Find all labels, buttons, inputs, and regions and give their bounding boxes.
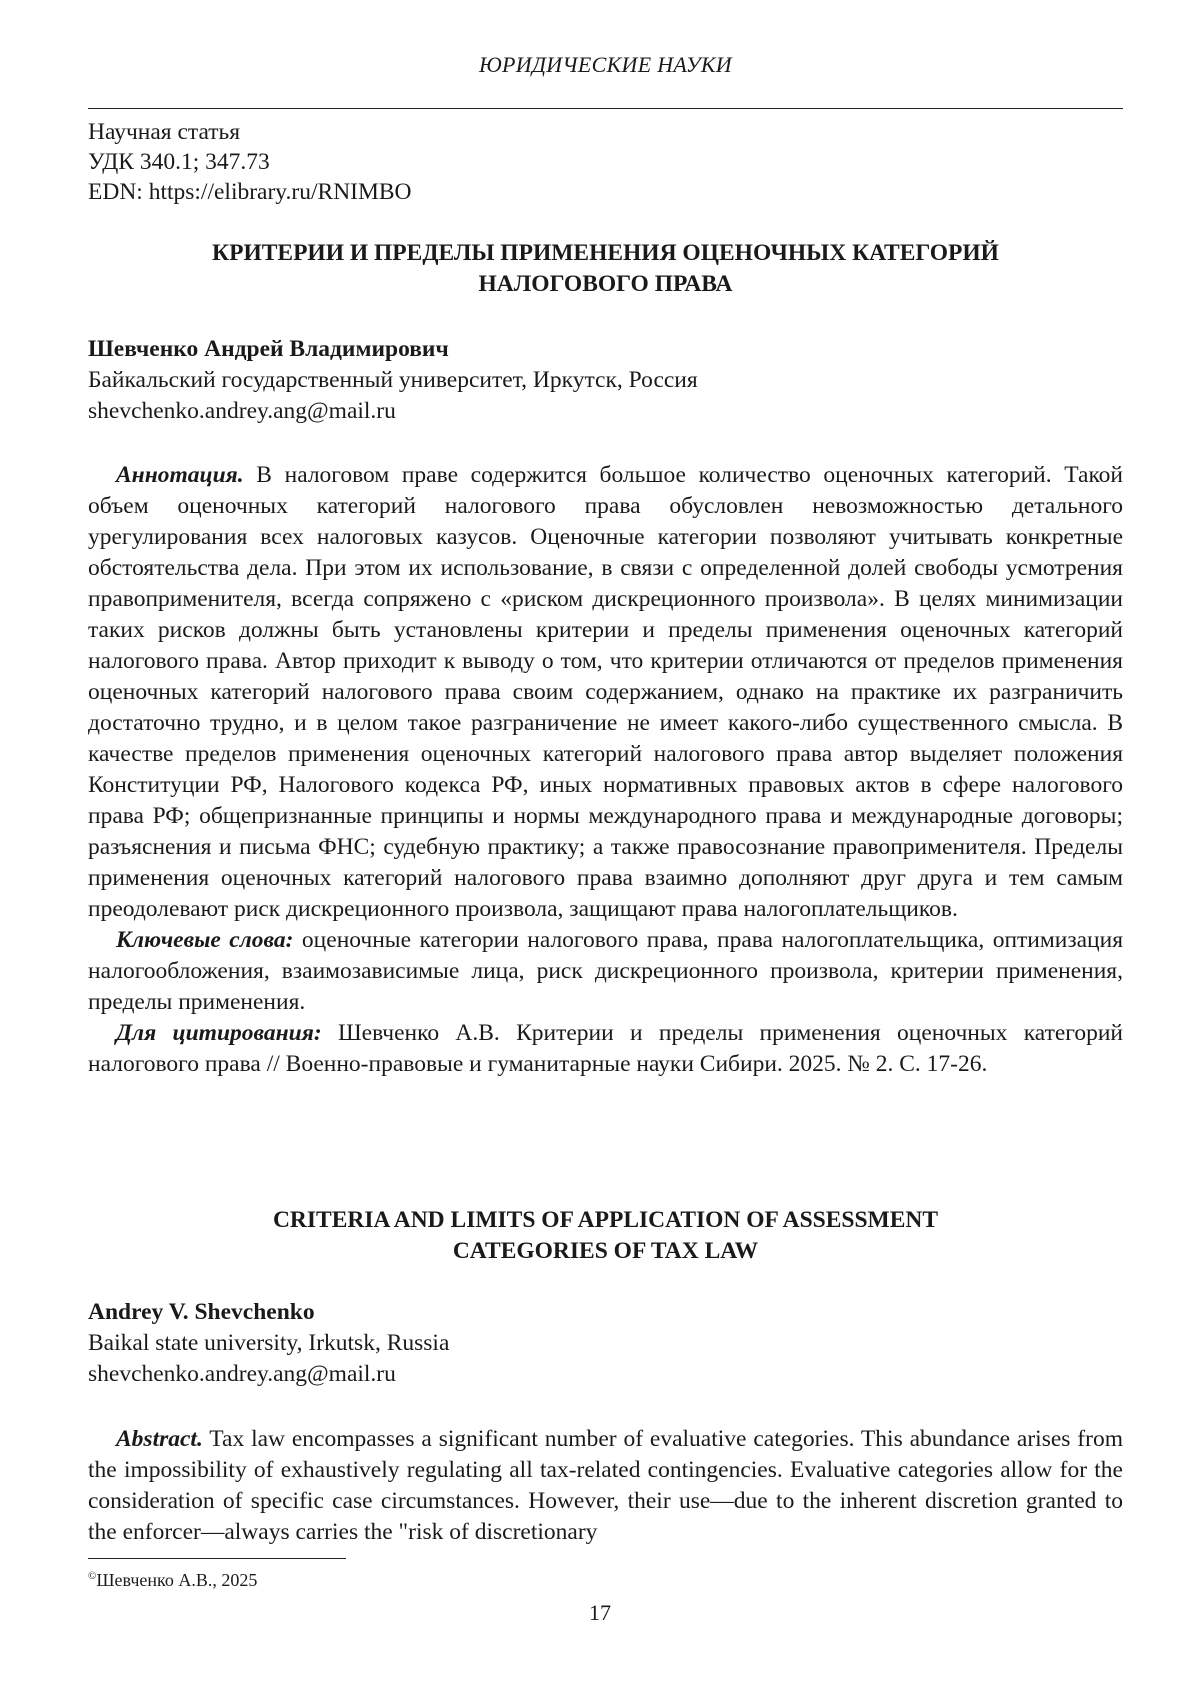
abstract-section-russian [88, 460, 1123, 1080]
citation-ru-label: Для цитирования: [116, 1020, 322, 1046]
email-en: shevchenko.andrey.ang@mail.ru [88, 1361, 396, 1387]
title-en-line1: CRITERIA AND LIMITS OF APPLICATION OF ASSESSMENT [272, 1207, 939, 1233]
email-ru: shevchenko.andrey.ang@mail.ru [88, 398, 396, 424]
abstract-en-label: Abstract. [116, 1426, 203, 1452]
author-block-english [88, 1297, 449, 1390]
title-english [88, 1205, 1123, 1267]
copyright-symbol: © [88, 1570, 97, 1582]
article-meta [88, 117, 412, 207]
abstract-ru-label: Аннотация. [116, 462, 244, 488]
running-head: ЮРИДИЧЕСКИЕ НАУКИ [479, 52, 732, 77]
abstract-en-text: Tax law encompasses a significant number of evaluative categories. This abundance arises from the impossibility of exhaustively regulating all tax-related contingencies. Evaluative categories allow for the consideration of specific case circumstances. However, their use—due to the inherent discretion granted to the enforcer—always carries the "risk of discretionary [88, 1426, 1123, 1545]
author-name-en: Andrey V. Shevchenko [88, 1299, 315, 1325]
article-type: Научная статья [88, 119, 241, 145]
title-ru-line1: КРИТЕРИИ И ПРЕДЕЛЫ ПРИМЕНЕНИЯ ОЦЕНОЧНЫХ КАТЕГОРИЙ [212, 240, 999, 266]
abstract-ru-text: В налоговом праве содержится большое количество оценочных категорий. Такой объем оценочных категорий налогового права обусловлен невозможностью детального урегулирования всех налоговых казусов. Оценочные категории позволяют учитывать конкретные обстоятельства дела. При этом их использование, в связи с определенной долей свободы усмотрения правоприменителя, всегда сопряжено с «риском дискреционного произвола». В целях минимизации таких рисков должны быть установлены критерии и пределы применения оценочных категорий налогового права. Автор приходит к выводу о том, что критерии отличаются от пределов применения оценочных категорий налогового права своим содержанием, однако на практике их разграничить достаточно трудно, и в целом такое разграничение не имеет какого-либо существенного смысла. В качестве пределов применения оценочных категорий налогового права автор выделяет положения Конституции РФ, Налогового кодекса РФ, иных нормативных правовых актов в сфере налогового права РФ; общепризнанные принципы и нормы международного права и международные договоры; разъяснения и письма ФНС; судебную практику; а также правосознание правоприменителя. Пределы применения оценочных категорий налогового права взаимно дополняют друг друга и тем самым преодолевают риск дискреционного произвола, защищают права налогоплательщиков. [88, 462, 1123, 922]
edn-link: EDN: https://elibrary.ru/RNIMBO [88, 179, 412, 205]
abstract-section-english [88, 1424, 1123, 1548]
author-block-russian [88, 334, 698, 427]
keywords-ru-label: Ключевые слова: [116, 927, 294, 953]
title-russian [88, 238, 1123, 300]
udc-code: УДК 340.1; 347.73 [88, 149, 270, 175]
keywords-ru-paragraph [88, 925, 1123, 1018]
citation-ru-text: Шевченко А.В. Критерии и пределы применения оценочных категорий налогового права // Военно-правовые и гуманитарные науки Сибири. 2025. № 2. С. 17-26. [88, 1020, 1124, 1077]
author-name-ru: Шевченко Андрей Владимирович [88, 336, 449, 362]
page-number: 17 [589, 1600, 611, 1625]
copyright-text: Шевченко А.В., 2025 [96, 1570, 258, 1590]
citation-ru-paragraph [88, 1018, 1123, 1080]
affiliation-ru: Байкальский государственный университет, Иркутск, Россия [88, 367, 698, 393]
title-ru-line2: НАЛОГОВОГО ПРАВА [478, 271, 733, 297]
abstract-en-paragraph [88, 1424, 1123, 1548]
copyright-footnote [88, 1565, 257, 1591]
footnote-rule [88, 1558, 346, 1559]
title-en-line2: CATEGORIES OF TAX LAW [452, 1238, 759, 1264]
header-rule [88, 108, 1123, 109]
abstract-ru-paragraph [88, 460, 1123, 925]
affiliation-en: Baikal state university, Irkutsk, Russia [88, 1330, 450, 1356]
keywords-ru-text: оценочные категории налогового права, права налогоплательщика, оптимизация налогообложения, взаимозависимые лица, риск дискреционного произвола, критерии применения, пределы применения. [88, 927, 1124, 1015]
